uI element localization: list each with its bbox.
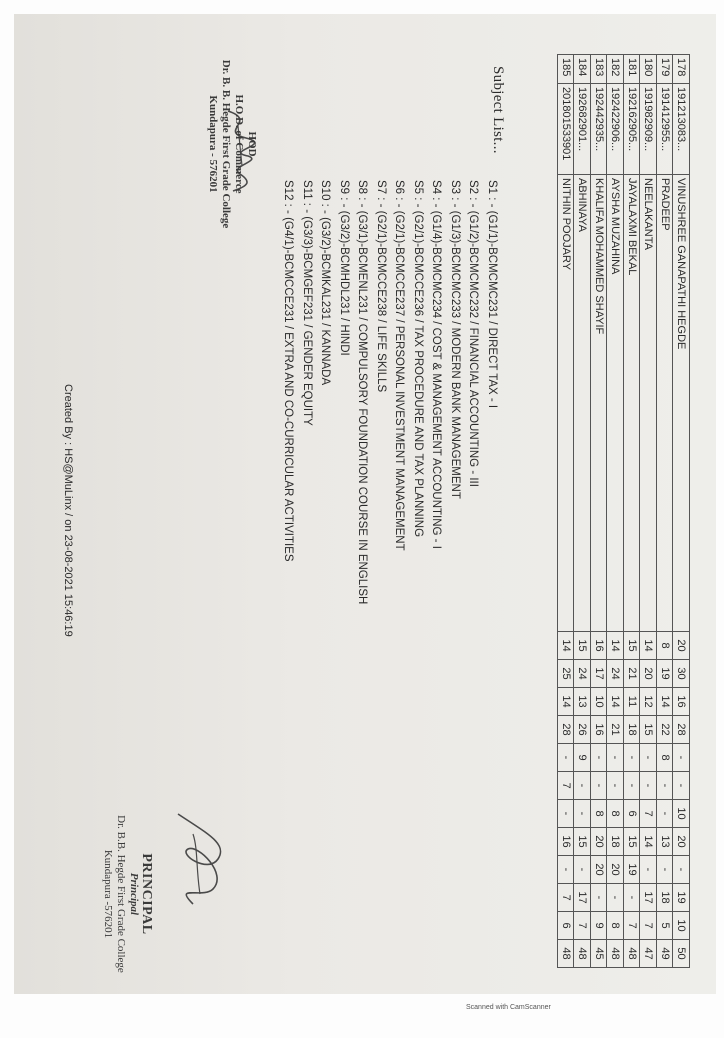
mark-cell: - bbox=[673, 856, 690, 884]
mark-cell: 10 bbox=[673, 912, 690, 940]
mark-cell: - bbox=[607, 772, 624, 800]
mark-cell: - bbox=[640, 856, 657, 884]
mark-cell: 16 bbox=[558, 828, 575, 856]
student-name-cell: JAYALAXMI BEKAL bbox=[624, 175, 641, 632]
subject-item: S4 : - (G1/4)-BCMCMC234 / COST & MANAGEMENT ACCOUNTING - I bbox=[430, 180, 443, 549]
mark-cell: 24 bbox=[574, 660, 591, 688]
mark-cell: 20 bbox=[673, 828, 690, 856]
mark-cell: 18 bbox=[607, 828, 624, 856]
mark-cell: 28 bbox=[558, 716, 575, 744]
mark-cell: 21 bbox=[607, 716, 624, 744]
hod-designation: H.O.D. of Commerce bbox=[233, 94, 245, 194]
mark-cell: 14 bbox=[657, 688, 674, 716]
subject-item: S1 : - (G1/1)-BCMCMC231 / DIRECT TAX - I bbox=[486, 180, 498, 409]
usn-cell: 192162905... bbox=[624, 84, 641, 175]
student-name-cell: NEELAKANTA bbox=[640, 175, 657, 632]
mark-cell: - bbox=[657, 856, 674, 884]
mark-cell: 20 bbox=[640, 660, 657, 688]
mark-cell: 19 bbox=[624, 856, 641, 884]
subject-item: S7 : - (G2/1)-BCMCCE238 / LIFE SKILLS bbox=[375, 180, 387, 393]
mark-cell: 48 bbox=[558, 940, 575, 968]
table-row bbox=[574, 55, 591, 968]
mark-cell: - bbox=[624, 772, 641, 800]
mark-cell: 7 bbox=[574, 912, 591, 940]
mark-cell: 15 bbox=[574, 828, 591, 856]
table-row bbox=[640, 55, 657, 968]
mark-cell: 16 bbox=[673, 688, 690, 716]
rotated-page bbox=[14, 14, 724, 1038]
serial-cell: 179 bbox=[657, 55, 674, 84]
hod-title: HOD bbox=[246, 131, 258, 157]
mark-cell: 8 bbox=[607, 912, 624, 940]
usn-cell: 192422906... bbox=[607, 84, 624, 175]
mark-cell: 14 bbox=[640, 632, 657, 660]
serial-cell: 181 bbox=[624, 55, 641, 84]
scanned-paper bbox=[14, 14, 716, 994]
mark-cell: 14 bbox=[558, 632, 575, 660]
table-row bbox=[624, 55, 641, 968]
subject-list bbox=[279, 180, 501, 604]
mark-cell: - bbox=[558, 856, 575, 884]
mark-cell: 7 bbox=[558, 772, 575, 800]
mark-cell: - bbox=[558, 800, 575, 828]
mark-cell: - bbox=[640, 744, 657, 772]
principal-signature bbox=[158, 804, 248, 914]
student-name-cell: PRADEEP bbox=[657, 175, 674, 632]
mark-cell: 30 bbox=[673, 660, 690, 688]
mark-cell: - bbox=[607, 744, 624, 772]
subject-item: S9 : - (G3/2)-BCMHDL231 / HINDI bbox=[338, 180, 350, 356]
mark-cell: 28 bbox=[673, 716, 690, 744]
mark-cell: 9 bbox=[591, 912, 608, 940]
mark-cell: 7 bbox=[624, 912, 641, 940]
usn-cell: 191213083... bbox=[673, 84, 690, 175]
hod-block bbox=[206, 54, 258, 234]
mark-cell: 9 bbox=[574, 744, 591, 772]
mark-cell: 48 bbox=[624, 940, 641, 968]
marks-table-body bbox=[558, 55, 690, 968]
mark-cell: 48 bbox=[574, 940, 591, 968]
mark-cell: 20 bbox=[607, 856, 624, 884]
mark-cell: 18 bbox=[624, 716, 641, 744]
usn-cell: 201801533901 bbox=[558, 84, 575, 175]
mark-cell: 13 bbox=[574, 688, 591, 716]
principal-college: Dr. B.B. Hegde First Grade College bbox=[115, 815, 127, 973]
mark-cell: - bbox=[607, 884, 624, 912]
mark-cell: 45 bbox=[591, 940, 608, 968]
serial-cell: 184 bbox=[574, 55, 591, 84]
mark-cell: 6 bbox=[624, 800, 641, 828]
mark-cell: 17 bbox=[640, 884, 657, 912]
mark-cell: 17 bbox=[591, 660, 608, 688]
mark-cell: 48 bbox=[607, 940, 624, 968]
mark-cell: 19 bbox=[657, 660, 674, 688]
mark-cell: 15 bbox=[640, 716, 657, 744]
mark-cell: - bbox=[673, 744, 690, 772]
mark-cell: 20 bbox=[591, 856, 608, 884]
serial-cell: 180 bbox=[640, 55, 657, 84]
mark-cell: 26 bbox=[574, 716, 591, 744]
mark-cell: 16 bbox=[591, 632, 608, 660]
mark-cell: 16 bbox=[591, 716, 608, 744]
serial-cell: 182 bbox=[607, 55, 624, 84]
mark-cell: - bbox=[574, 856, 591, 884]
mark-cell: - bbox=[657, 772, 674, 800]
subject-item: S10 : - (G3/2)-BCMKAL231 / KANNADA bbox=[319, 180, 332, 386]
mark-cell: - bbox=[624, 744, 641, 772]
serial-cell: 178 bbox=[673, 55, 690, 84]
mark-cell: 12 bbox=[640, 688, 657, 716]
principal-block bbox=[101, 794, 153, 994]
mark-cell: 8 bbox=[657, 632, 674, 660]
mark-cell: 17 bbox=[574, 884, 591, 912]
mark-cell: 6 bbox=[558, 912, 575, 940]
subject-item: S8 : - (G3/1)-BCMENL231 / COMPULSORY FOUNDATION COURSE IN ENGLISH bbox=[356, 180, 369, 605]
table-row bbox=[673, 55, 690, 968]
mark-cell: 14 bbox=[607, 632, 624, 660]
mark-cell: - bbox=[574, 800, 591, 828]
mark-cell: 49 bbox=[657, 940, 674, 968]
principal-stamp: Principal bbox=[128, 872, 140, 916]
mark-cell: 7 bbox=[640, 800, 657, 828]
serial-cell: 185 bbox=[558, 55, 575, 84]
subject-item: S5 : - (G2/1)-BCMCCE236 / TAX PROCEDURE AND TAX PLANNING bbox=[412, 180, 424, 538]
mark-cell: 7 bbox=[558, 884, 575, 912]
serial-cell: 183 bbox=[591, 55, 608, 84]
table-row bbox=[558, 55, 575, 968]
principal-place: Kundapura -576201 bbox=[102, 849, 114, 939]
mark-cell: 8 bbox=[657, 744, 674, 772]
table-row bbox=[591, 55, 608, 968]
hod-college: Dr. B. B. Hegde First Grade College bbox=[220, 59, 232, 229]
table-row bbox=[657, 55, 674, 968]
mark-cell: 14 bbox=[607, 688, 624, 716]
student-name-cell: KHALIFA MOHAMMED SHAYIF bbox=[591, 175, 608, 632]
subject-item: S11 : - (G3/3)-BCMGEF231 / GENDER EQUITY bbox=[301, 180, 313, 426]
mark-cell: 15 bbox=[624, 828, 641, 856]
subject-item: S6 : - (G2/1)-BCMCCE237 / PERSONAL INVESTMENT MANAGEMENT bbox=[393, 180, 406, 551]
subject-list-heading: Subject List... bbox=[490, 66, 506, 154]
mark-cell: - bbox=[624, 884, 641, 912]
scanner-watermark: Scanned with CamScanner bbox=[466, 1004, 551, 1011]
subject-item: S3 : - (G1/3)-BCMCMC233 / MODERN BANK MANAGEMENT bbox=[449, 180, 461, 499]
mark-cell: 11 bbox=[624, 688, 641, 716]
mark-cell: 24 bbox=[607, 660, 624, 688]
mark-cell: 47 bbox=[640, 940, 657, 968]
mark-cell: 15 bbox=[624, 632, 641, 660]
principal-title: PRINCIPAL bbox=[139, 853, 154, 935]
mark-cell: 10 bbox=[673, 800, 690, 828]
mark-cell: 19 bbox=[673, 884, 690, 912]
student-name-cell: ABHINAYA bbox=[574, 175, 591, 632]
mark-cell: 25 bbox=[558, 660, 575, 688]
mark-cell: 8 bbox=[591, 800, 608, 828]
usn-cell: 191412955... bbox=[657, 84, 674, 175]
mark-cell: - bbox=[657, 800, 674, 828]
mark-cell: 5 bbox=[657, 912, 674, 940]
mark-cell: 18 bbox=[657, 884, 674, 912]
usn-cell: 192682901... bbox=[574, 84, 591, 175]
mark-cell: - bbox=[591, 884, 608, 912]
mark-cell: 20 bbox=[591, 828, 608, 856]
student-name-cell: VINUSHREE GANAPATHI HEGDE bbox=[673, 175, 690, 632]
mark-cell: - bbox=[591, 772, 608, 800]
student-name-cell: AYSHA MUZAHINA bbox=[607, 175, 624, 632]
mark-cell: 15 bbox=[574, 632, 591, 660]
mark-cell: 14 bbox=[640, 828, 657, 856]
mark-cell: - bbox=[558, 744, 575, 772]
hod-place: Kundapura - 576201 bbox=[207, 95, 219, 193]
mark-cell: 22 bbox=[657, 716, 674, 744]
mark-cell: - bbox=[640, 772, 657, 800]
marks-table bbox=[557, 54, 690, 968]
mark-cell: - bbox=[591, 744, 608, 772]
mark-cell: 21 bbox=[624, 660, 641, 688]
mark-cell: 14 bbox=[558, 688, 575, 716]
mark-cell: 13 bbox=[657, 828, 674, 856]
mark-cell: - bbox=[574, 772, 591, 800]
student-name-cell: NITHIN POOJARY bbox=[558, 175, 575, 632]
usn-cell: 192442935... bbox=[591, 84, 608, 175]
subject-item: S2 : - (G1/2)-BCMCMC232 / FINANCIAL ACCOUNTING - III bbox=[467, 180, 480, 487]
mark-cell: 7 bbox=[640, 912, 657, 940]
usn-cell: 191982909... bbox=[640, 84, 657, 175]
mark-cell: 10 bbox=[591, 688, 608, 716]
table-row bbox=[607, 55, 624, 968]
created-by-note: Created By : HS@MuLinx / on 23-08-2021 15:46:19 bbox=[62, 384, 74, 637]
mark-cell: 50 bbox=[673, 940, 690, 968]
mark-cell: - bbox=[673, 772, 690, 800]
mark-cell: 8 bbox=[607, 800, 624, 828]
mark-cell: 20 bbox=[673, 632, 690, 660]
subject-item: S12 : - (G4/1)-BCMCCE231 / EXTRA AND CO-CURRICULAR ACTIVITIES bbox=[282, 180, 295, 562]
